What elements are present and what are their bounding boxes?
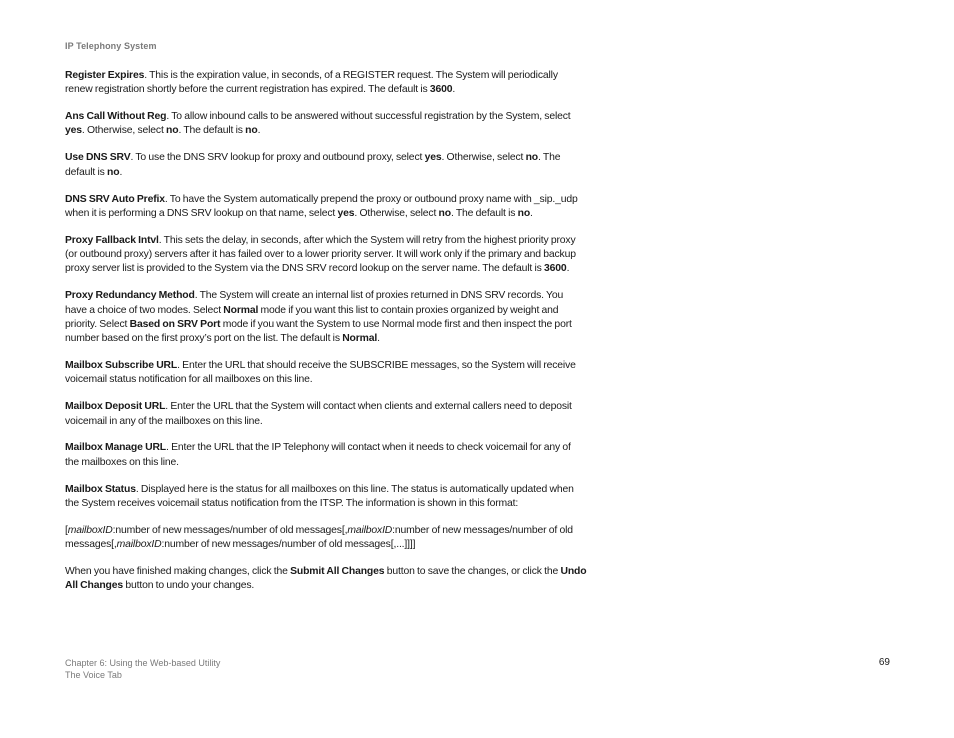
paragraph-ans-call-without-reg — [65, 110, 587, 139]
bold-term: no — [525, 152, 539, 164]
bold-term: Mailbox Subscribe URL — [65, 360, 178, 372]
bold-term: no — [107, 166, 120, 178]
paragraph-dns-srv-auto-prefix — [65, 193, 587, 222]
bold-term: Submit All Changes — [290, 565, 385, 577]
text-run: . Displayed here is the status for all mailboxes on this line. The status is automatically updated when the System receives voicemail status notification from the ITSP. The information is shown in this format: — [65, 483, 574, 509]
bold-term: no — [517, 207, 531, 219]
text-run: . To have the System automatically prepend the proxy or outbound proxy name with _sip._udp when it is performing a DNS SRV lookup on that name, select — [65, 193, 578, 219]
bold-term: no — [166, 125, 179, 137]
text-run: . — [566, 263, 570, 275]
bold-term: no — [245, 125, 258, 137]
text-run: . The default is — [65, 152, 561, 178]
paragraph-mailbox-deposit-url — [65, 400, 587, 429]
text-run: . To allow inbound calls to be answered without successful registration by the System, select — [166, 111, 571, 123]
bold-term: Normal — [342, 333, 378, 345]
paragraph-mailbox-subscribe-url — [65, 359, 587, 388]
text-run: :number of new messages/number of old messages[, — [65, 524, 573, 551]
bold-term: Mailbox Deposit URL — [65, 401, 166, 413]
bold-term: Mailbox Manage URL — [65, 442, 166, 454]
text-run: . — [257, 125, 261, 137]
paragraph-mailbox-status — [65, 483, 587, 512]
text-run: [ — [65, 524, 68, 536]
paragraph-register-expires — [65, 69, 587, 98]
text-run: . — [452, 84, 456, 96]
bold-term: 3600 — [429, 84, 453, 96]
running-header: IP Telephony System — [65, 41, 157, 51]
bold-term: Undo All Changes — [65, 565, 587, 592]
bold-term: DNS SRV Auto Prefix — [65, 193, 165, 205]
text-run: . This sets the delay, in seconds, after which the System will retry from the highest priority proxy (or outbound proxy) servers after it has failed over to a lower priority server. It will work only if the primary and backup proxy server list is provided to the System via the DNS SRV record lookup on the server name. The default is — [65, 234, 576, 275]
text-run: . Enter the URL that should receive the SUBSCRIBE messages, so the System will receive voicemail status notification for all mailboxes on this line. — [65, 360, 576, 386]
bold-term: Based on SRV Port — [129, 318, 221, 330]
text-run: . This is the expiration value, in seconds, of a REGISTER request. The System will periodically renew registration shortly before the current registration has expired. The default is — [65, 70, 558, 96]
text-run: . Enter the URL that the System will contact when clients and external callers need to deposit voicemail in any of the mailboxes on this line. — [65, 401, 572, 427]
text-run: . — [530, 207, 533, 219]
text-run: When you have finished making changes, click the — [65, 565, 291, 577]
bold-term: Register Expires — [65, 70, 145, 81]
paragraph-proxy-redundancy-method — [65, 289, 587, 346]
bold-term: 3600 — [544, 263, 567, 275]
text-run: . Otherwise, select — [441, 152, 526, 164]
text-run: . — [119, 166, 123, 178]
bold-term: yes — [65, 125, 82, 137]
paragraph-submit-undo-instructions — [65, 565, 587, 594]
bold-term: Mailbox Status — [65, 483, 136, 495]
text-run: mode if you want the System to use Normal mode first and then inspect the port number based on the first proxy’s port on the list. The default is — [65, 318, 572, 345]
text-run: button to undo your changes. — [123, 580, 255, 592]
bold-term: no — [438, 207, 451, 219]
bold-term: Use DNS SRV — [65, 152, 131, 164]
text-run: . The default is — [178, 125, 246, 137]
paragraph-proxy-fallback-intvl — [65, 234, 587, 277]
italic-term: mailboxID — [116, 539, 162, 551]
text-run: . — [377, 333, 380, 345]
bold-term: yes — [337, 207, 355, 219]
bold-term: Proxy Redundancy Method — [65, 290, 195, 302]
bold-term: Normal — [223, 304, 259, 316]
page-number: 69 — [878, 657, 890, 668]
footer-section: The Voice Tab — [65, 670, 122, 680]
italic-term: mailboxID — [67, 524, 113, 536]
text-run: :number of new messages/number of old messages[,...]]]] — [161, 539, 416, 551]
bold-term: yes — [424, 152, 442, 164]
text-run: . The System will create an internal list of proxies returned in DNS SRV records. You have a choice of two modes. Select — [65, 290, 564, 316]
footer — [65, 657, 220, 681]
bold-term: Proxy Fallback Intvl — [65, 234, 159, 246]
text-run: :number of new messages/number of old messages[, — [112, 524, 348, 536]
text-run: . Otherwise, select — [81, 125, 167, 137]
paragraph-mailbox-manage-url — [65, 441, 587, 470]
bold-term: Ans Call Without Reg — [65, 111, 167, 123]
body-text — [65, 69, 587, 606]
text-run: . To use the DNS SRV lookup for proxy and outbound proxy, select — [130, 152, 425, 164]
text-run: mode if you want this list to contain proxies organized by weight and priority. Select — [65, 304, 559, 330]
italic-term: mailboxID — [347, 524, 393, 536]
paragraph-use-dns-srv — [65, 151, 587, 180]
footer-chapter: Chapter 6: Using the Web-based Utility — [65, 658, 221, 668]
text-run: button to save the changes, or click the — [384, 565, 561, 577]
text-run: . Otherwise, select — [354, 207, 439, 219]
paragraph-mailbox-status-format — [65, 524, 587, 553]
text-run: . The default is — [450, 207, 518, 219]
text-run: . Enter the URL that the IP Telephony will contact when it needs to check voicemail for any of the mailboxes on this line. — [65, 442, 571, 468]
